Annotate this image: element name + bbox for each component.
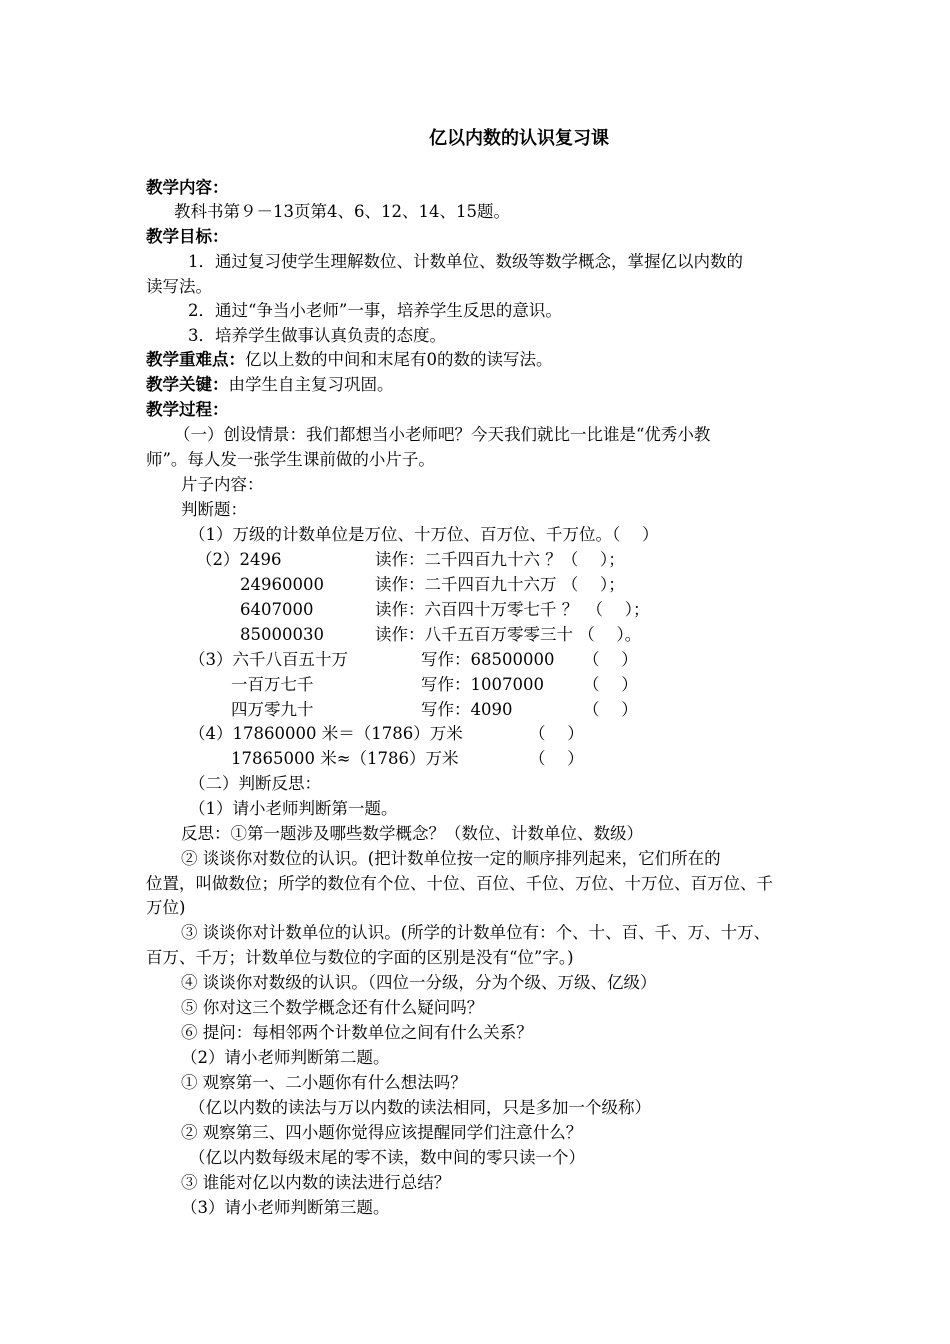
q4-expression: 17865000 米≈（1786）万米 xyxy=(231,749,459,768)
q3-words: 四万零九十 xyxy=(231,700,314,719)
observe-3: ③ 谁能对亿以内数的读法进行总结？ xyxy=(181,1173,451,1192)
content-heading: 教学内容： xyxy=(146,178,229,197)
section-2-item-3: （3）请小老师判断第三题。 xyxy=(181,1198,390,1217)
reflection-3a: ③ 谈谈你对计数单位的认识。(所学的计数单位有：个、十、百、千、万、十万、 xyxy=(181,923,771,942)
goal-1a: 1．通过复习使学生理解数位、计数单位、数级等数学概念，掌握亿以内数的 xyxy=(188,252,743,271)
q4-expression: （4）17860000 米＝（1786）万米 xyxy=(189,724,463,743)
difficulty-heading: 教学重难点： xyxy=(146,350,245,369)
q2-reading: 读作：二千四百九十六万 （ ）； xyxy=(375,575,625,594)
key-heading: 教学关键： xyxy=(146,375,229,394)
q2-reading: 读作：八千五百万零零三十 （ ）。 xyxy=(375,625,642,644)
reflection-intro: 反思：①第一题涉及哪些数学概念？（数位、计数单位、数级） xyxy=(181,824,643,843)
goals-heading: 教学目标： xyxy=(146,227,229,246)
goal-1b: 读写法。 xyxy=(146,277,212,296)
q2-number: （2）2496 xyxy=(196,550,282,569)
q3-written: 写作：68500000 xyxy=(421,650,555,669)
q3-words: 一百万七千 xyxy=(231,675,314,694)
q3-written: 写作：4090 xyxy=(421,700,513,719)
key-line xyxy=(146,373,826,397)
section-2-item-2: （2）请小老师判断第二题。 xyxy=(181,1048,390,1067)
goal-2: 2．通过“争当小老师”一事，培养学生反思的意识。 xyxy=(188,301,562,320)
reflection-3b: 百万、千万；计数单位与数位的字面的区别是没有“位”字。) xyxy=(146,948,574,967)
goal-3: 3．培养学生做事认真负责的态度。 xyxy=(188,326,446,345)
q4-answer-paren: （ ） xyxy=(529,724,584,743)
q3-answer-paren: （ ） xyxy=(583,675,638,694)
observe-2-answer: （亿以内数每级末尾的零不读，数中间的零只读一个） xyxy=(189,1148,585,1167)
q3-words: （3）六千八百五十万 xyxy=(189,650,348,669)
q4-answer-paren: （ ） xyxy=(529,749,584,768)
observe-1: ① 观察第一、二小题你有什么想法吗？ xyxy=(181,1073,467,1092)
card-label: 片子内容： xyxy=(181,475,264,494)
reflection-5: ⑤ 你对这三个数学概念还有什么疑问吗？ xyxy=(181,998,484,1017)
content-text: 教科书第９－13页第4、6、12、14、15题。 xyxy=(174,202,510,221)
q3-written: 写作：1007000 xyxy=(421,675,544,694)
key-text: 由学生自主复习巩固。 xyxy=(228,375,394,394)
observe-2: ② 观察第三、四小题你觉得应该提醒同学们注意什么？ xyxy=(181,1123,583,1142)
judge-label: 判断题： xyxy=(181,500,247,519)
reflection-2a: ② 谈谈你对数位的认识。(把计数单位按一定的顺序排列起来，它们所在的 xyxy=(181,849,721,868)
section-2-heading: （二）判断反思： xyxy=(189,774,321,793)
reflection-2b: 位置，叫做数位；所学的数位有个位、十位、百位、千位、万位、十万位、百万位、千 xyxy=(146,874,773,893)
q2-number: 6407000 xyxy=(240,600,314,619)
scene-para-b: 师”。每人发一张学生课前做的小片子。 xyxy=(146,450,435,469)
scene-para-a: （一）创设情景：我们都想当小老师吧？今天我们就比一比谁是“优秀小教 xyxy=(174,425,711,444)
reflection-2c: 万位) xyxy=(146,898,186,917)
observe-1-answer: （亿以内数的读法与万以内数的读法相同，只是多加一个级称） xyxy=(189,1098,651,1117)
process-heading: 教学过程： xyxy=(146,400,229,419)
reflection-4: ④ 谈谈你对数级的认识。（四位一分级，分为个级、万级、亿级） xyxy=(181,973,657,992)
page-title: 亿以内数的认识复习课 xyxy=(429,128,609,149)
q3-answer-paren: （ ） xyxy=(583,650,638,669)
q2-reading: 读作：二千四百九十六 ？（ ）； xyxy=(375,550,625,569)
q2-reading: 读作：六百四十万零七千 ？ （ ）； xyxy=(375,600,650,619)
difficulty-line xyxy=(146,348,826,372)
q3-answer-paren: （ ） xyxy=(583,700,638,719)
section-2-item-1: （1）请小老师判断第一题。 xyxy=(189,799,398,818)
difficulty-text: 亿以上数的中间和末尾有0的数的读写法。 xyxy=(245,350,553,369)
question-1: （1）万级的计数单位是万位、十万位、百万位、千万位。（ ） xyxy=(189,525,659,544)
q2-number: 85000030 xyxy=(240,625,324,644)
q2-number: 24960000 xyxy=(240,575,324,594)
reflection-6: ⑥ 提问：每相邻两个计数单位之间有什么关系？ xyxy=(181,1023,533,1042)
